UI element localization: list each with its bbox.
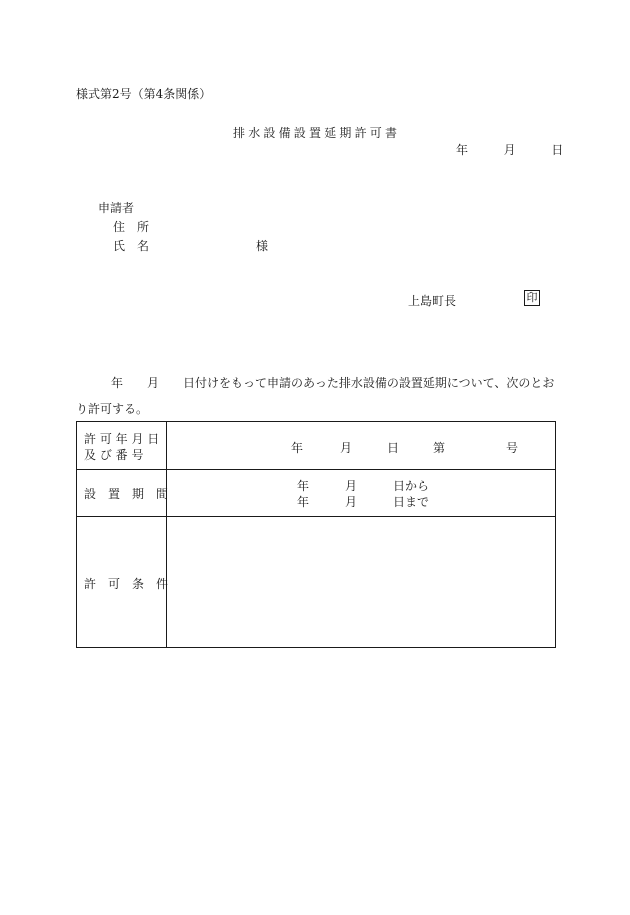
honorific: 様 xyxy=(256,239,269,253)
seal-mark: 印 xyxy=(524,290,540,306)
body-text-line2: り許可する。 xyxy=(76,402,149,416)
date-month: 月 xyxy=(503,143,516,157)
body-month: 月 xyxy=(147,376,160,390)
table-row-period xyxy=(77,469,555,517)
date-day: 日 xyxy=(551,143,564,157)
to-year: 年 xyxy=(297,495,310,509)
body-rest: 日付けをもって申請のあった排水設備の設置延期について、次のとお xyxy=(183,376,555,390)
label-cell xyxy=(77,517,167,648)
row1-day: 日 xyxy=(387,441,400,455)
label-cell xyxy=(77,422,167,469)
label-cell xyxy=(77,469,167,516)
permit-table xyxy=(76,421,556,648)
from-month: 月 xyxy=(345,479,358,493)
period-label: 設 置 期 間 xyxy=(84,487,169,501)
from-year: 年 xyxy=(297,479,310,493)
row1-go: 号 xyxy=(506,441,519,455)
to-month: 月 xyxy=(345,495,358,509)
from-day: 日から xyxy=(393,479,430,493)
row1-year: 年 xyxy=(291,441,304,455)
permit-date-label-line2: 及 び 番 号 xyxy=(84,448,144,462)
permit-date-label-line1: 許 可 年 月 日 xyxy=(84,432,160,446)
body-text-line1 xyxy=(111,374,554,391)
table-row-conditions xyxy=(77,517,555,648)
issuer-name: 上島町長 xyxy=(408,294,457,308)
body-year: 年 xyxy=(111,376,124,390)
row1-dai: 第 xyxy=(433,441,446,455)
conditions-label: 許 可 条 件 xyxy=(84,577,169,591)
document-title: 排水設備設置延期許可書 xyxy=(233,126,401,140)
date-year: 年 xyxy=(456,143,469,157)
form-number: 様式第2号（第4条関係） xyxy=(76,87,212,101)
issue-date xyxy=(456,141,563,158)
applicant-label: 申請者 xyxy=(98,201,135,215)
row1-month: 月 xyxy=(340,441,353,455)
name-label: 氏 名 xyxy=(113,239,150,253)
table-row-permit-date xyxy=(77,422,555,470)
address-label: 住 所 xyxy=(113,220,150,234)
to-day: 日まで xyxy=(393,495,430,509)
